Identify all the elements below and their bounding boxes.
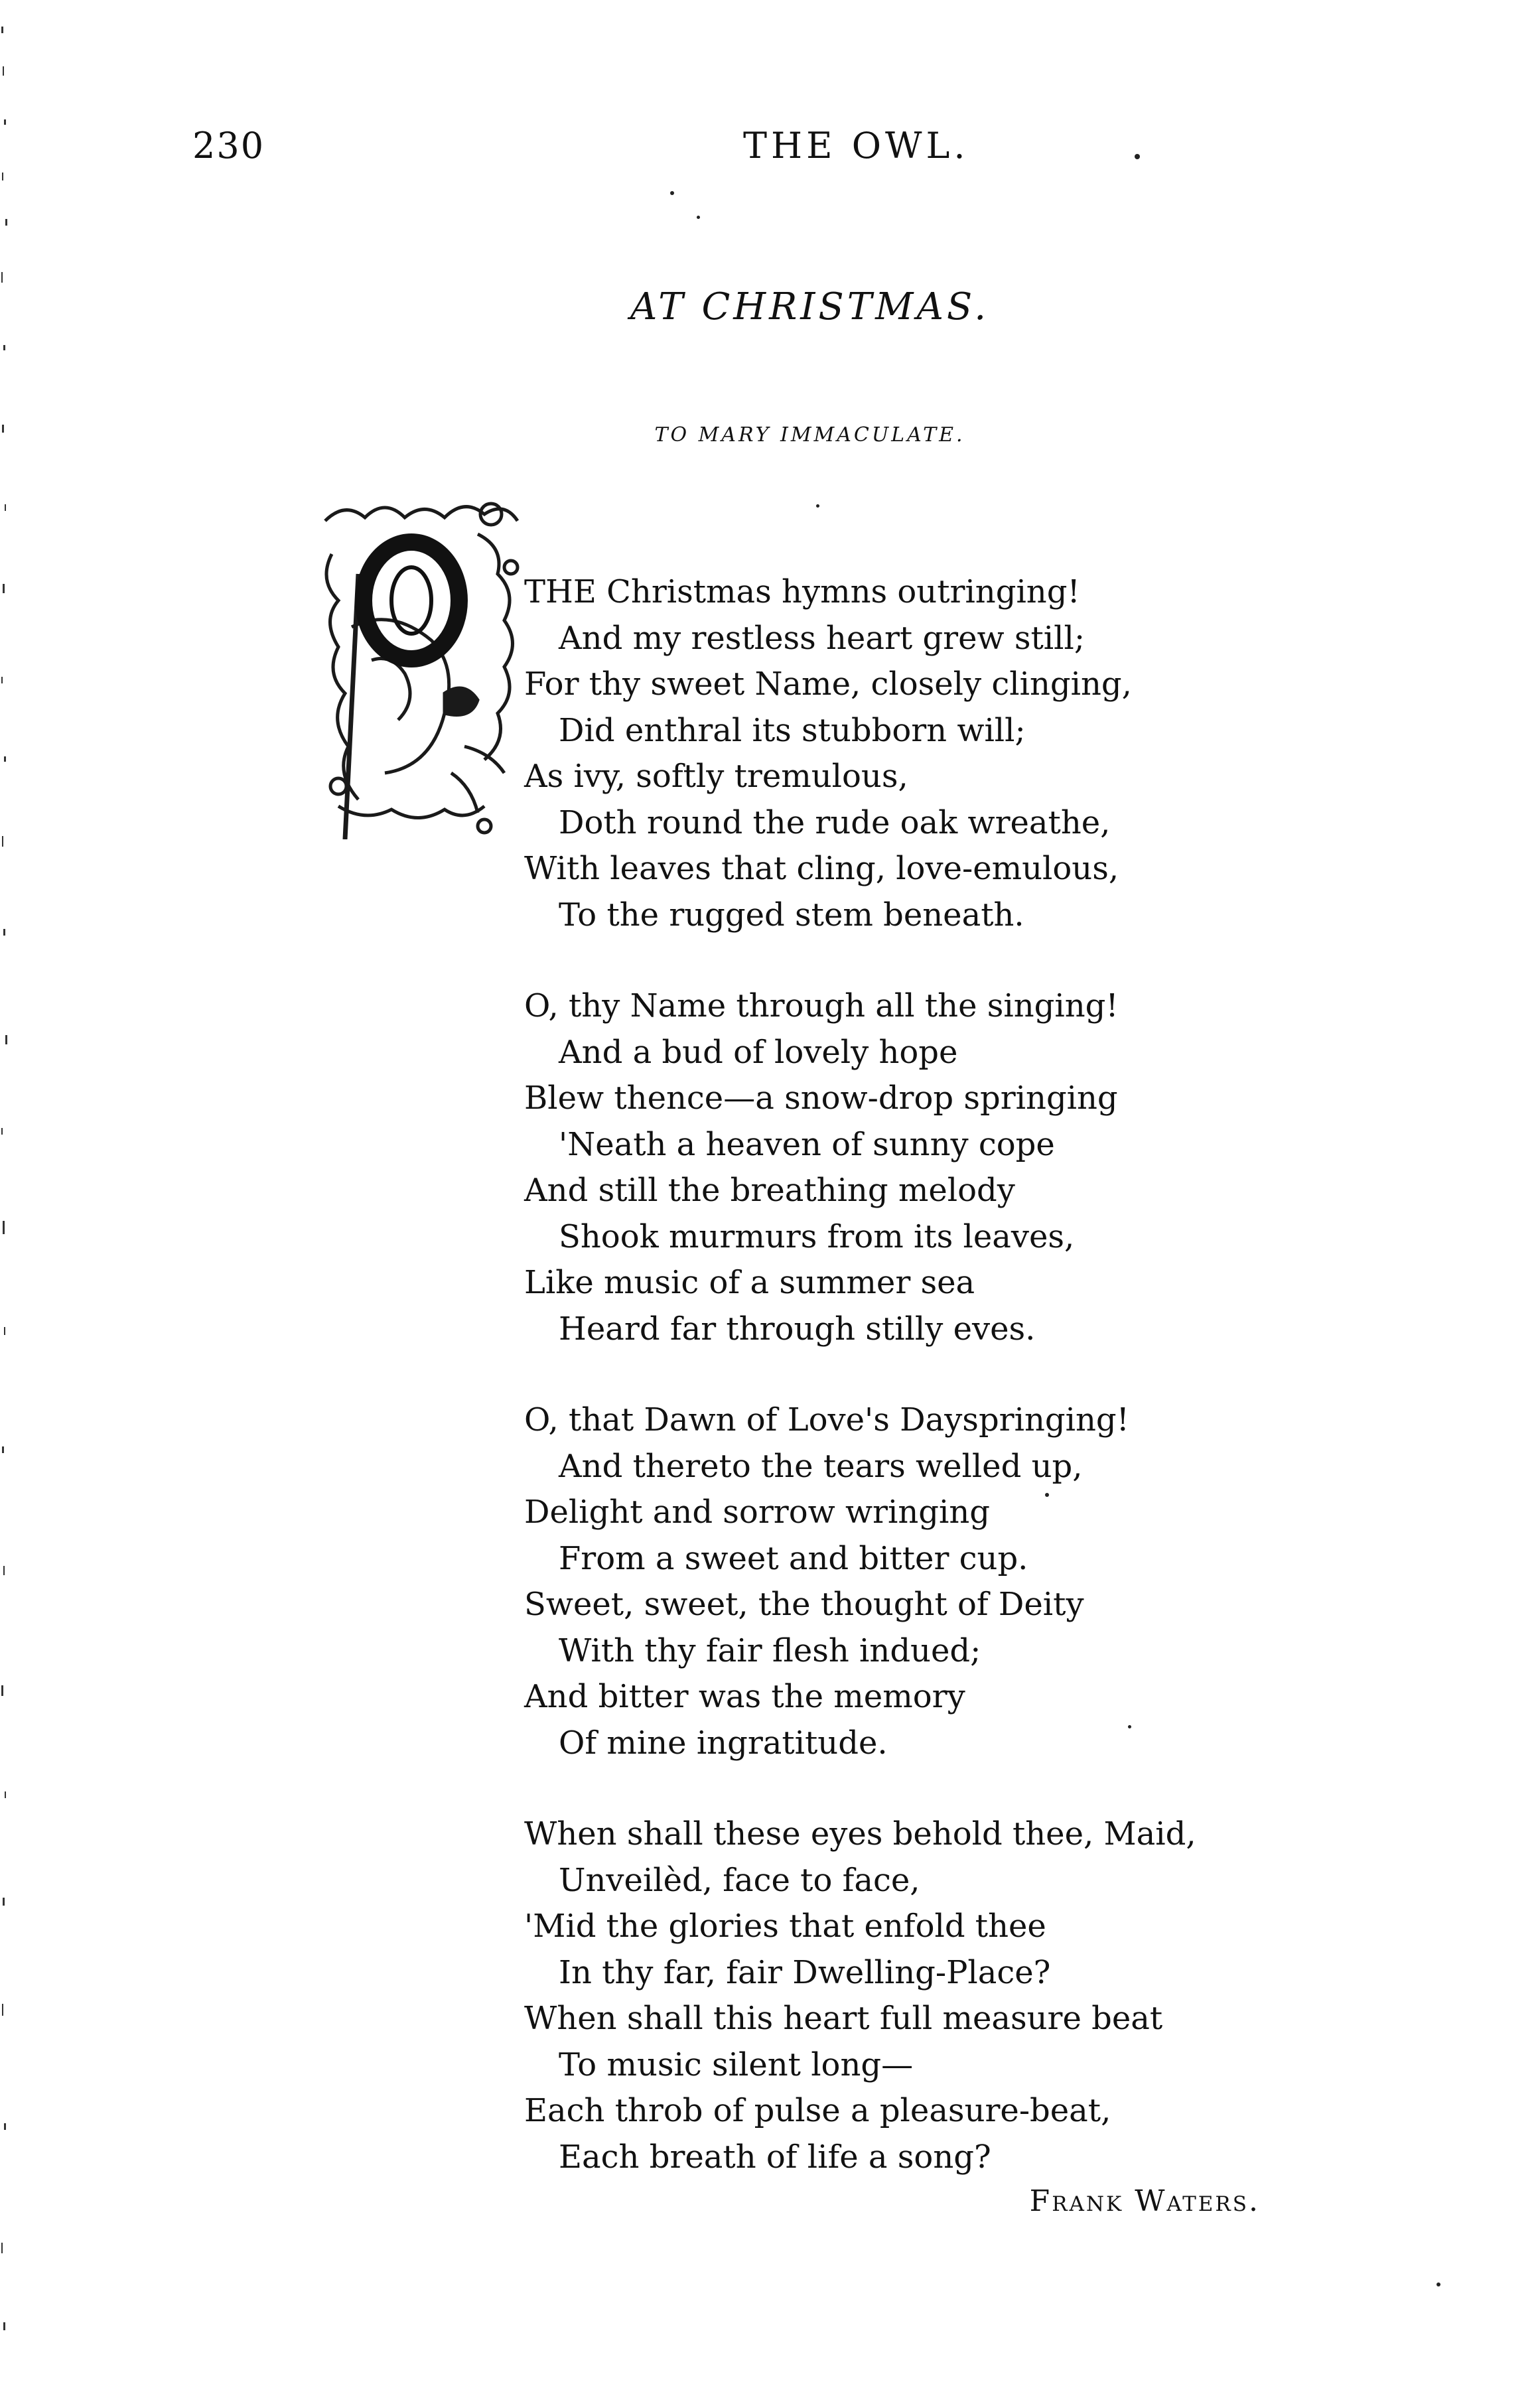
stanza xyxy=(524,983,1320,1352)
poem-line: To the rugged stem beneath. xyxy=(559,896,1024,934)
poem-line: Blew thence—a snow-drop springing xyxy=(524,1080,1118,1117)
print-speck xyxy=(670,191,674,195)
stanza xyxy=(524,1811,1320,2180)
print-speck xyxy=(1135,154,1140,159)
poem-line: Each breath of life a song? xyxy=(559,2138,991,2176)
poem-line: And still the breathing melody xyxy=(524,1172,1015,1209)
poem-line: For thy sweet Name, closely clinging, xyxy=(524,666,1132,703)
poem-line: Delight and sorrow wringing xyxy=(524,1494,990,1531)
poem-line: When shall this heart full measure beat xyxy=(524,2000,1163,2037)
poem-body xyxy=(524,569,1320,2225)
stanza xyxy=(524,1397,1320,1766)
poem-line: Each throb of pulse a pleasure-beat, xyxy=(524,2092,1111,2129)
poem-line: When shall these eyes behold thee, Maid, xyxy=(524,1815,1196,1853)
poem-line: And bitter was the memory xyxy=(524,1678,965,1715)
poem-line: THE Christmas hymns outringing! xyxy=(524,573,1080,610)
poem-line: With leaves that cling, love-emulous, xyxy=(524,850,1119,887)
poem-line: Heard far through stilly eves. xyxy=(559,1310,1036,1348)
scan-gutter-marks xyxy=(0,0,20,2384)
poem-line: And my restless heart grew still; xyxy=(559,619,1085,657)
poem-line: Of mine ingratitude. xyxy=(559,1724,888,1762)
print-speck xyxy=(1128,1725,1131,1728)
poem-line: 'Neath a heaven of sunny cope xyxy=(559,1125,1055,1163)
poem-line: Doth round the rude oak wreathe, xyxy=(559,804,1111,841)
poem-line: Sweet, sweet, the thought of Deity xyxy=(524,1586,1084,1623)
poem-line: With thy fair flesh indued; xyxy=(559,1632,981,1669)
poem-line: O, thy Name through all the singing! xyxy=(524,987,1119,1024)
poem-line: Did enthral its stubborn will; xyxy=(559,711,1026,749)
print-speck xyxy=(697,216,700,219)
poem-line: Like music of a summer sea xyxy=(524,1264,975,1301)
poem-dedication: TO MARY IMMACULATE. xyxy=(654,423,965,447)
poem-line: As ivy, softly tremulous, xyxy=(524,758,908,795)
ornamental-initial-o xyxy=(312,494,525,839)
print-speck xyxy=(816,504,819,508)
poem-line: To music silent long— xyxy=(559,2046,914,2083)
poem-line: 'Mid the glories that enfold thee xyxy=(524,1908,1046,1945)
print-speck xyxy=(1045,1493,1049,1497)
stanza xyxy=(524,569,1320,938)
print-speck xyxy=(1436,2282,1440,2286)
poem-line: And thereto the tears welled up, xyxy=(559,1447,1083,1485)
poem-line: O, that Dawn of Love's Dayspringing! xyxy=(524,1401,1129,1438)
poem-line: From a sweet and bitter cup. xyxy=(559,1539,1028,1577)
poem-line: And a bud of lovely hope xyxy=(559,1033,958,1071)
running-head: THE OWL. xyxy=(743,125,969,167)
page-number: 230 xyxy=(192,125,265,167)
poem-line: In thy far, fair Dwelling-Place? xyxy=(559,1953,1051,1991)
author-signature: Frank Waters. xyxy=(1029,2184,1260,2218)
poem-line: Shook murmurs from its leaves, xyxy=(559,1218,1075,1255)
poem-line: Unveilèd, face to face, xyxy=(559,1861,920,1899)
poem-title: AT CHRISTMAS. xyxy=(630,285,990,328)
